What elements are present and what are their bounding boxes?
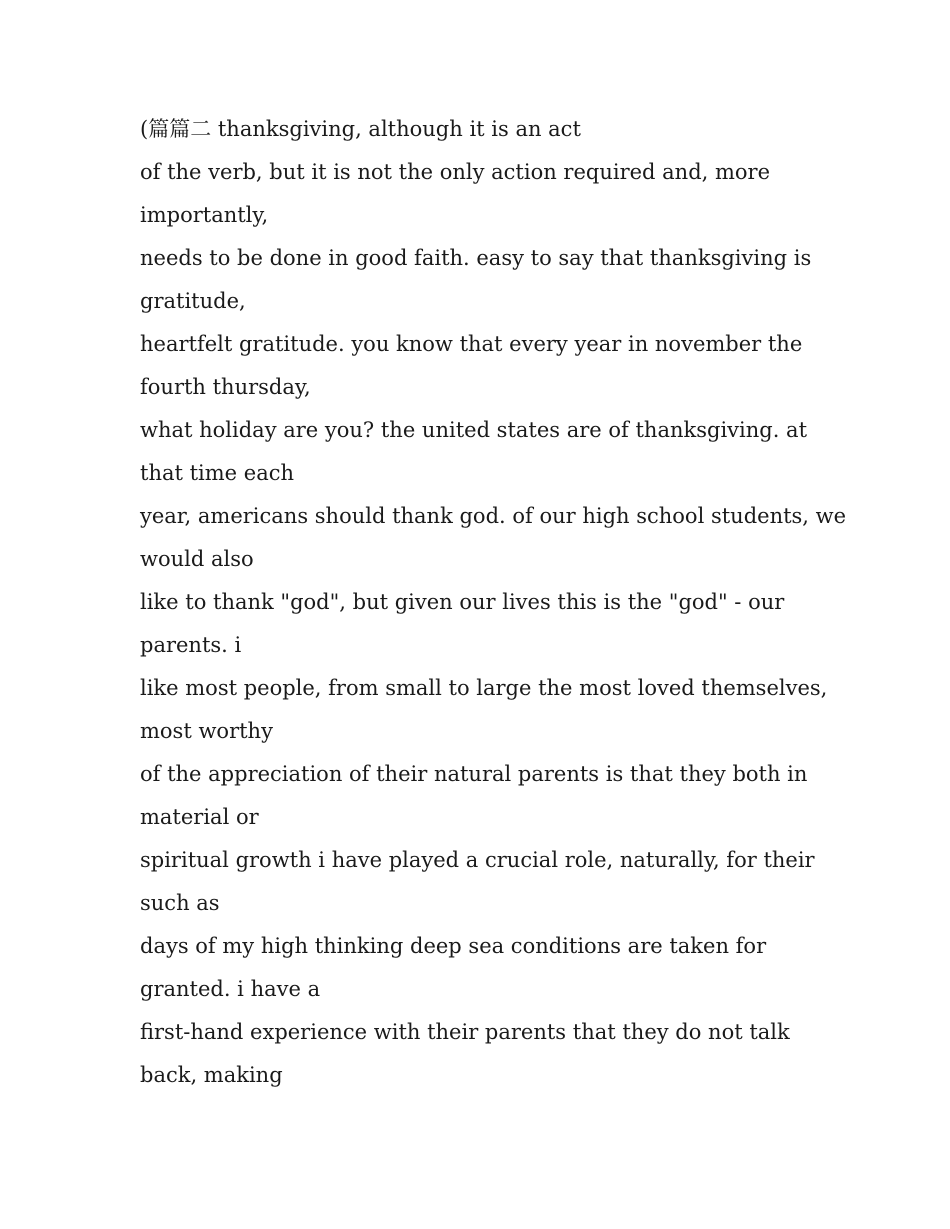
text-line: such as [140,891,220,915]
text-line: what holiday are you? the united states are of thanksgiving. at [140,418,808,442]
text-line: spiritual growth i have played a crucial role, naturally, for their [140,848,815,872]
text-line: (篇篇二 thanksgiving, although it is an act [140,117,581,141]
text-line: material or [140,805,259,829]
text-line: year, americans should thank god. of our high school students, we [140,504,847,528]
text-line: that time each [140,461,295,485]
text-line: back, making [140,1063,283,1087]
text-line: first-hand experience with their parents that they do not talk [140,1020,790,1044]
text-line: importantly, [140,203,269,227]
text-line: of the verb, but it is not the only action required and, more [140,160,771,184]
text-line: of the appreciation of their natural parents is that they both in [140,762,808,786]
text-line: heartfelt gratitude. you know that every year in november the [140,332,803,356]
text-line: granted. i have a [140,977,321,1001]
text-line: gratitude, [140,289,246,313]
text-line: like most people, from small to large the most loved themselves, [140,676,828,700]
text-line: would also [140,547,254,571]
body-text [140,108,847,1097]
text-line: like to thank "god", but given our lives this is the "god" - our [140,590,785,614]
text-line: most worthy [140,719,273,743]
text-line: needs to be done in good faith. easy to say that thanksgiving is [140,246,812,270]
text-line: parents. i [140,633,242,657]
text-line: days of my high thinking deep sea conditions are taken for [140,934,767,958]
text-line: fourth thursday, [140,375,311,399]
